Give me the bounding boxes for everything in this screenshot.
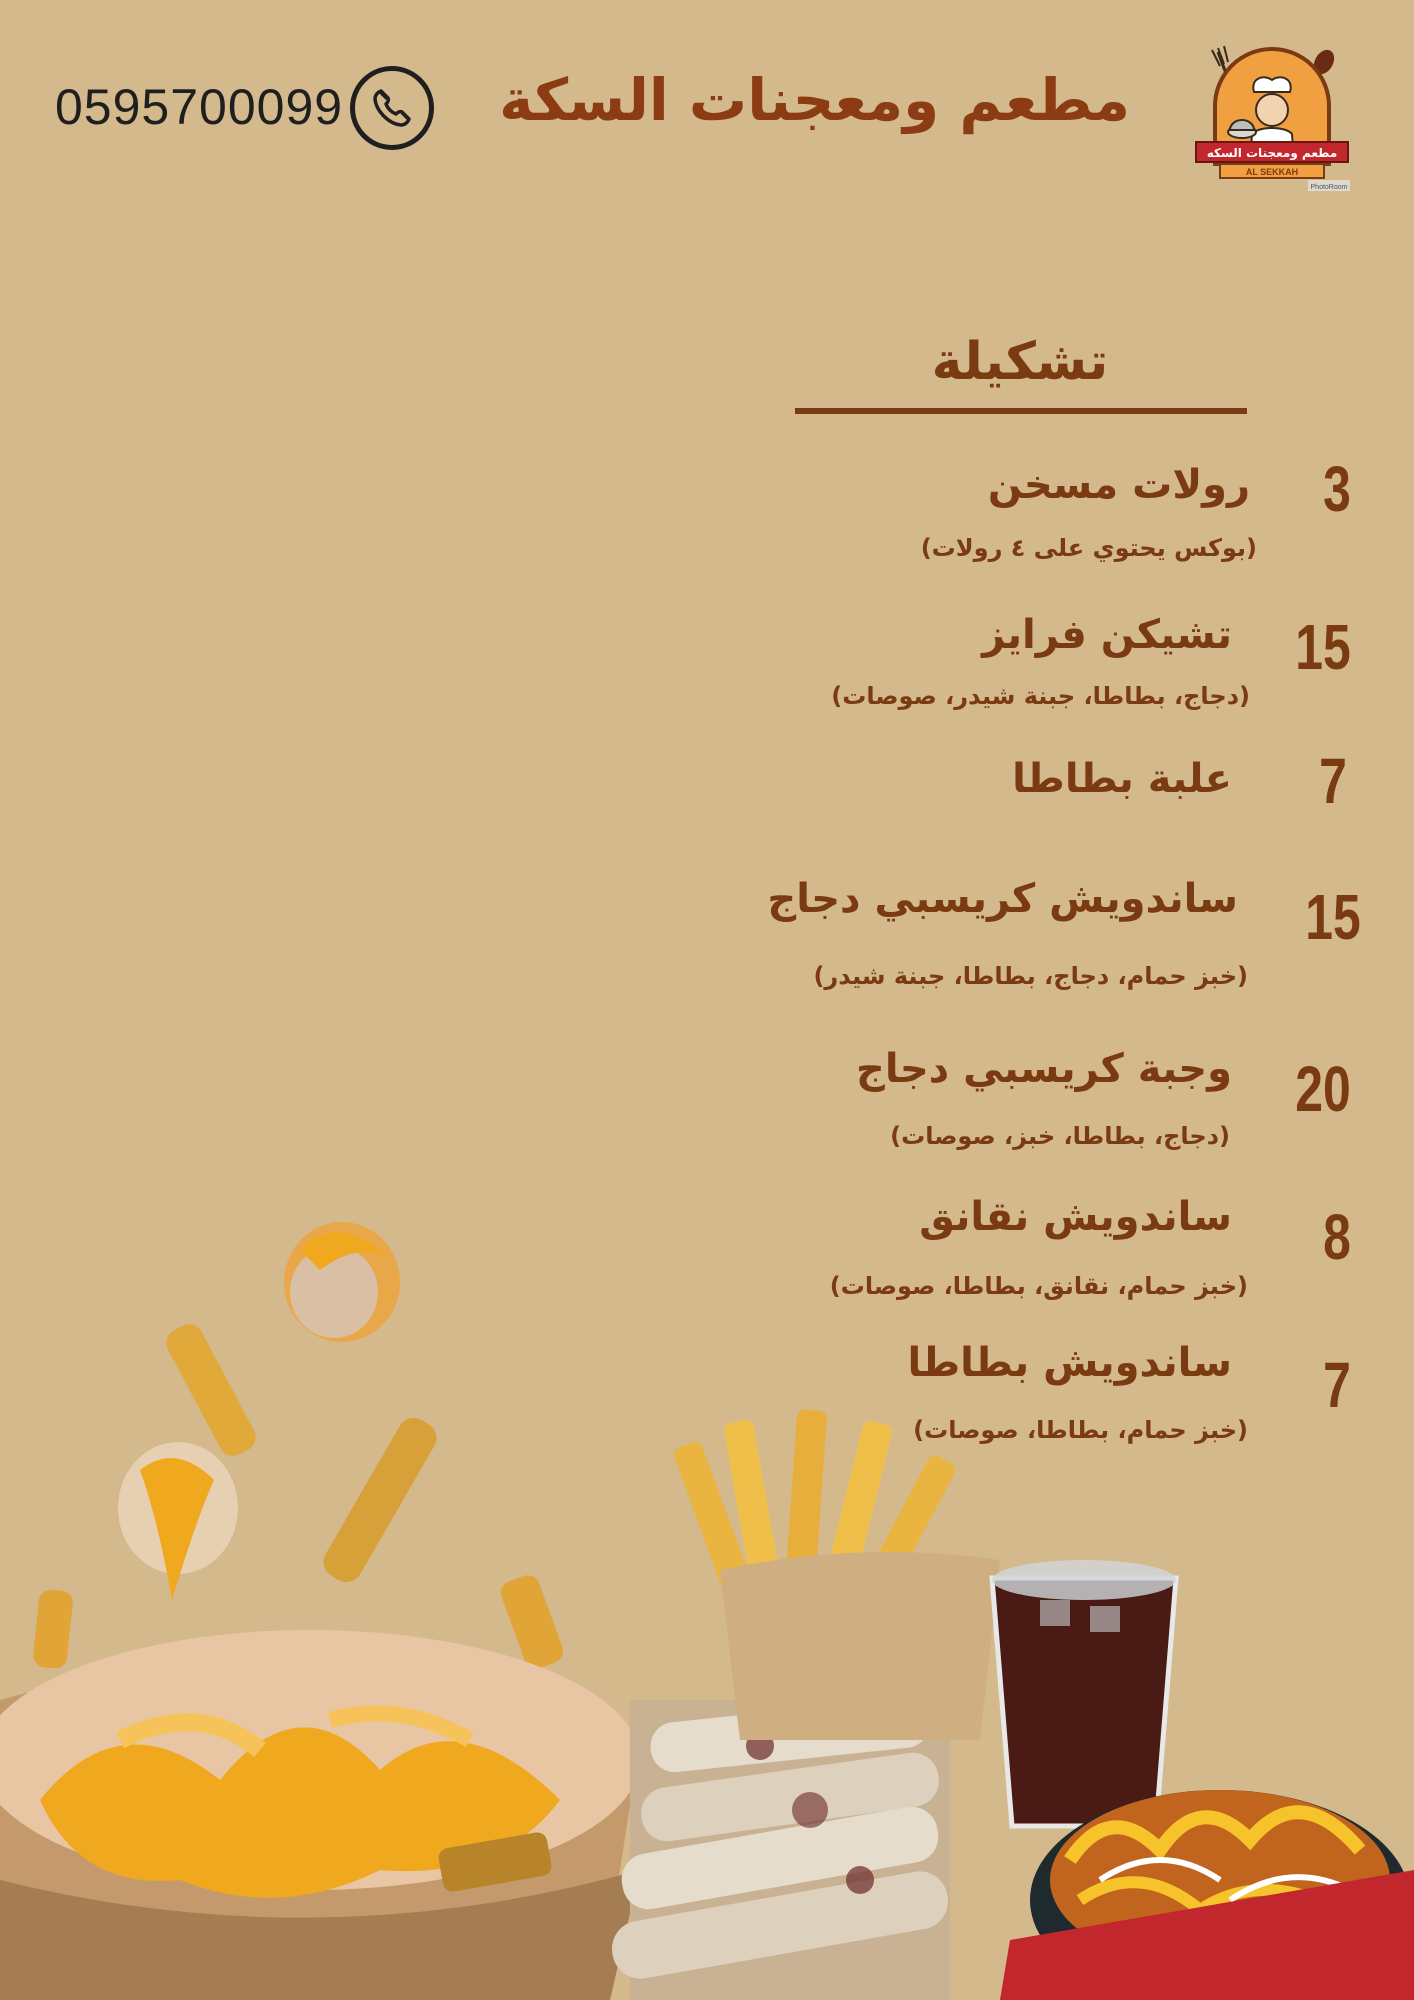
menu-item-name: ساندويش بطاطا	[907, 1340, 1232, 1386]
menu-item-price: 8	[1323, 1201, 1351, 1273]
chef-logo-icon	[1190, 44, 1355, 194]
menu-item-description: (بوكس يحتوي على ٤ رولات)	[920, 534, 1257, 562]
chicken-piece-left	[118, 1442, 238, 1600]
svg-text:مطعم ومعجنات السكه: مطعم ومعجنات السكه	[1206, 146, 1338, 160]
menu-item-price: 7	[1319, 745, 1347, 817]
phone-number: 0595700099	[55, 79, 344, 135]
musakhan-rolls	[608, 1696, 953, 2000]
soda-glass	[992, 1560, 1176, 1826]
chicken-fries-bowl	[0, 1630, 640, 2000]
menu-item-description: (خبز حمام، نقانق، بطاطا، صوصات)	[829, 1272, 1248, 1300]
menu-item-name: ساندويش نقانق	[919, 1194, 1232, 1240]
menu-item-name: رولات مسخن	[987, 462, 1250, 508]
menu-item-price: 20	[1295, 1053, 1351, 1125]
restaurant-logo	[1190, 44, 1355, 194]
menu-item-description: (خبز حمام، بطاطا، صوصات)	[913, 1416, 1248, 1444]
menu-item-name: علبة بطاطا	[1012, 756, 1232, 802]
section-title: تشكيلة	[931, 332, 1109, 392]
menu-item-price: 15	[1295, 611, 1351, 683]
section-underline	[795, 408, 1247, 414]
fries-bag	[672, 1409, 1000, 1740]
menu-item-description: (دجاج، بطاطا، خبز، صوصات)	[890, 1122, 1230, 1150]
svg-text:PhotoRoom: PhotoRoom	[1310, 184, 1348, 191]
menu-item-description: (دجاج، بطاطا، جبنة شيدر، صوصات)	[831, 682, 1250, 710]
menu-item-price: 3	[1323, 453, 1351, 525]
phone-icon	[350, 66, 434, 150]
falling-fries	[32, 1319, 567, 1672]
menu-item-name: تشيكن فرايز	[982, 612, 1232, 658]
chicken-piece-top	[284, 1222, 400, 1342]
restaurant-name: مطعم ومعجنات السكة	[499, 66, 1130, 134]
svg-text:AL SEKKAH: AL SEKKAH	[1245, 167, 1299, 177]
menu-item-name: ساندويش كريسبي دجاج	[767, 876, 1238, 922]
menu-item-description: (خبز حمام، دجاج، بطاطا، جبنة شيدر)	[813, 962, 1248, 990]
menu-item-price: 7	[1323, 1349, 1351, 1421]
food-illustration	[0, 1180, 1414, 2000]
menu-item-price: 15	[1305, 881, 1361, 953]
menu-item-name: وجبة كريسبي دجاج	[856, 1046, 1232, 1092]
